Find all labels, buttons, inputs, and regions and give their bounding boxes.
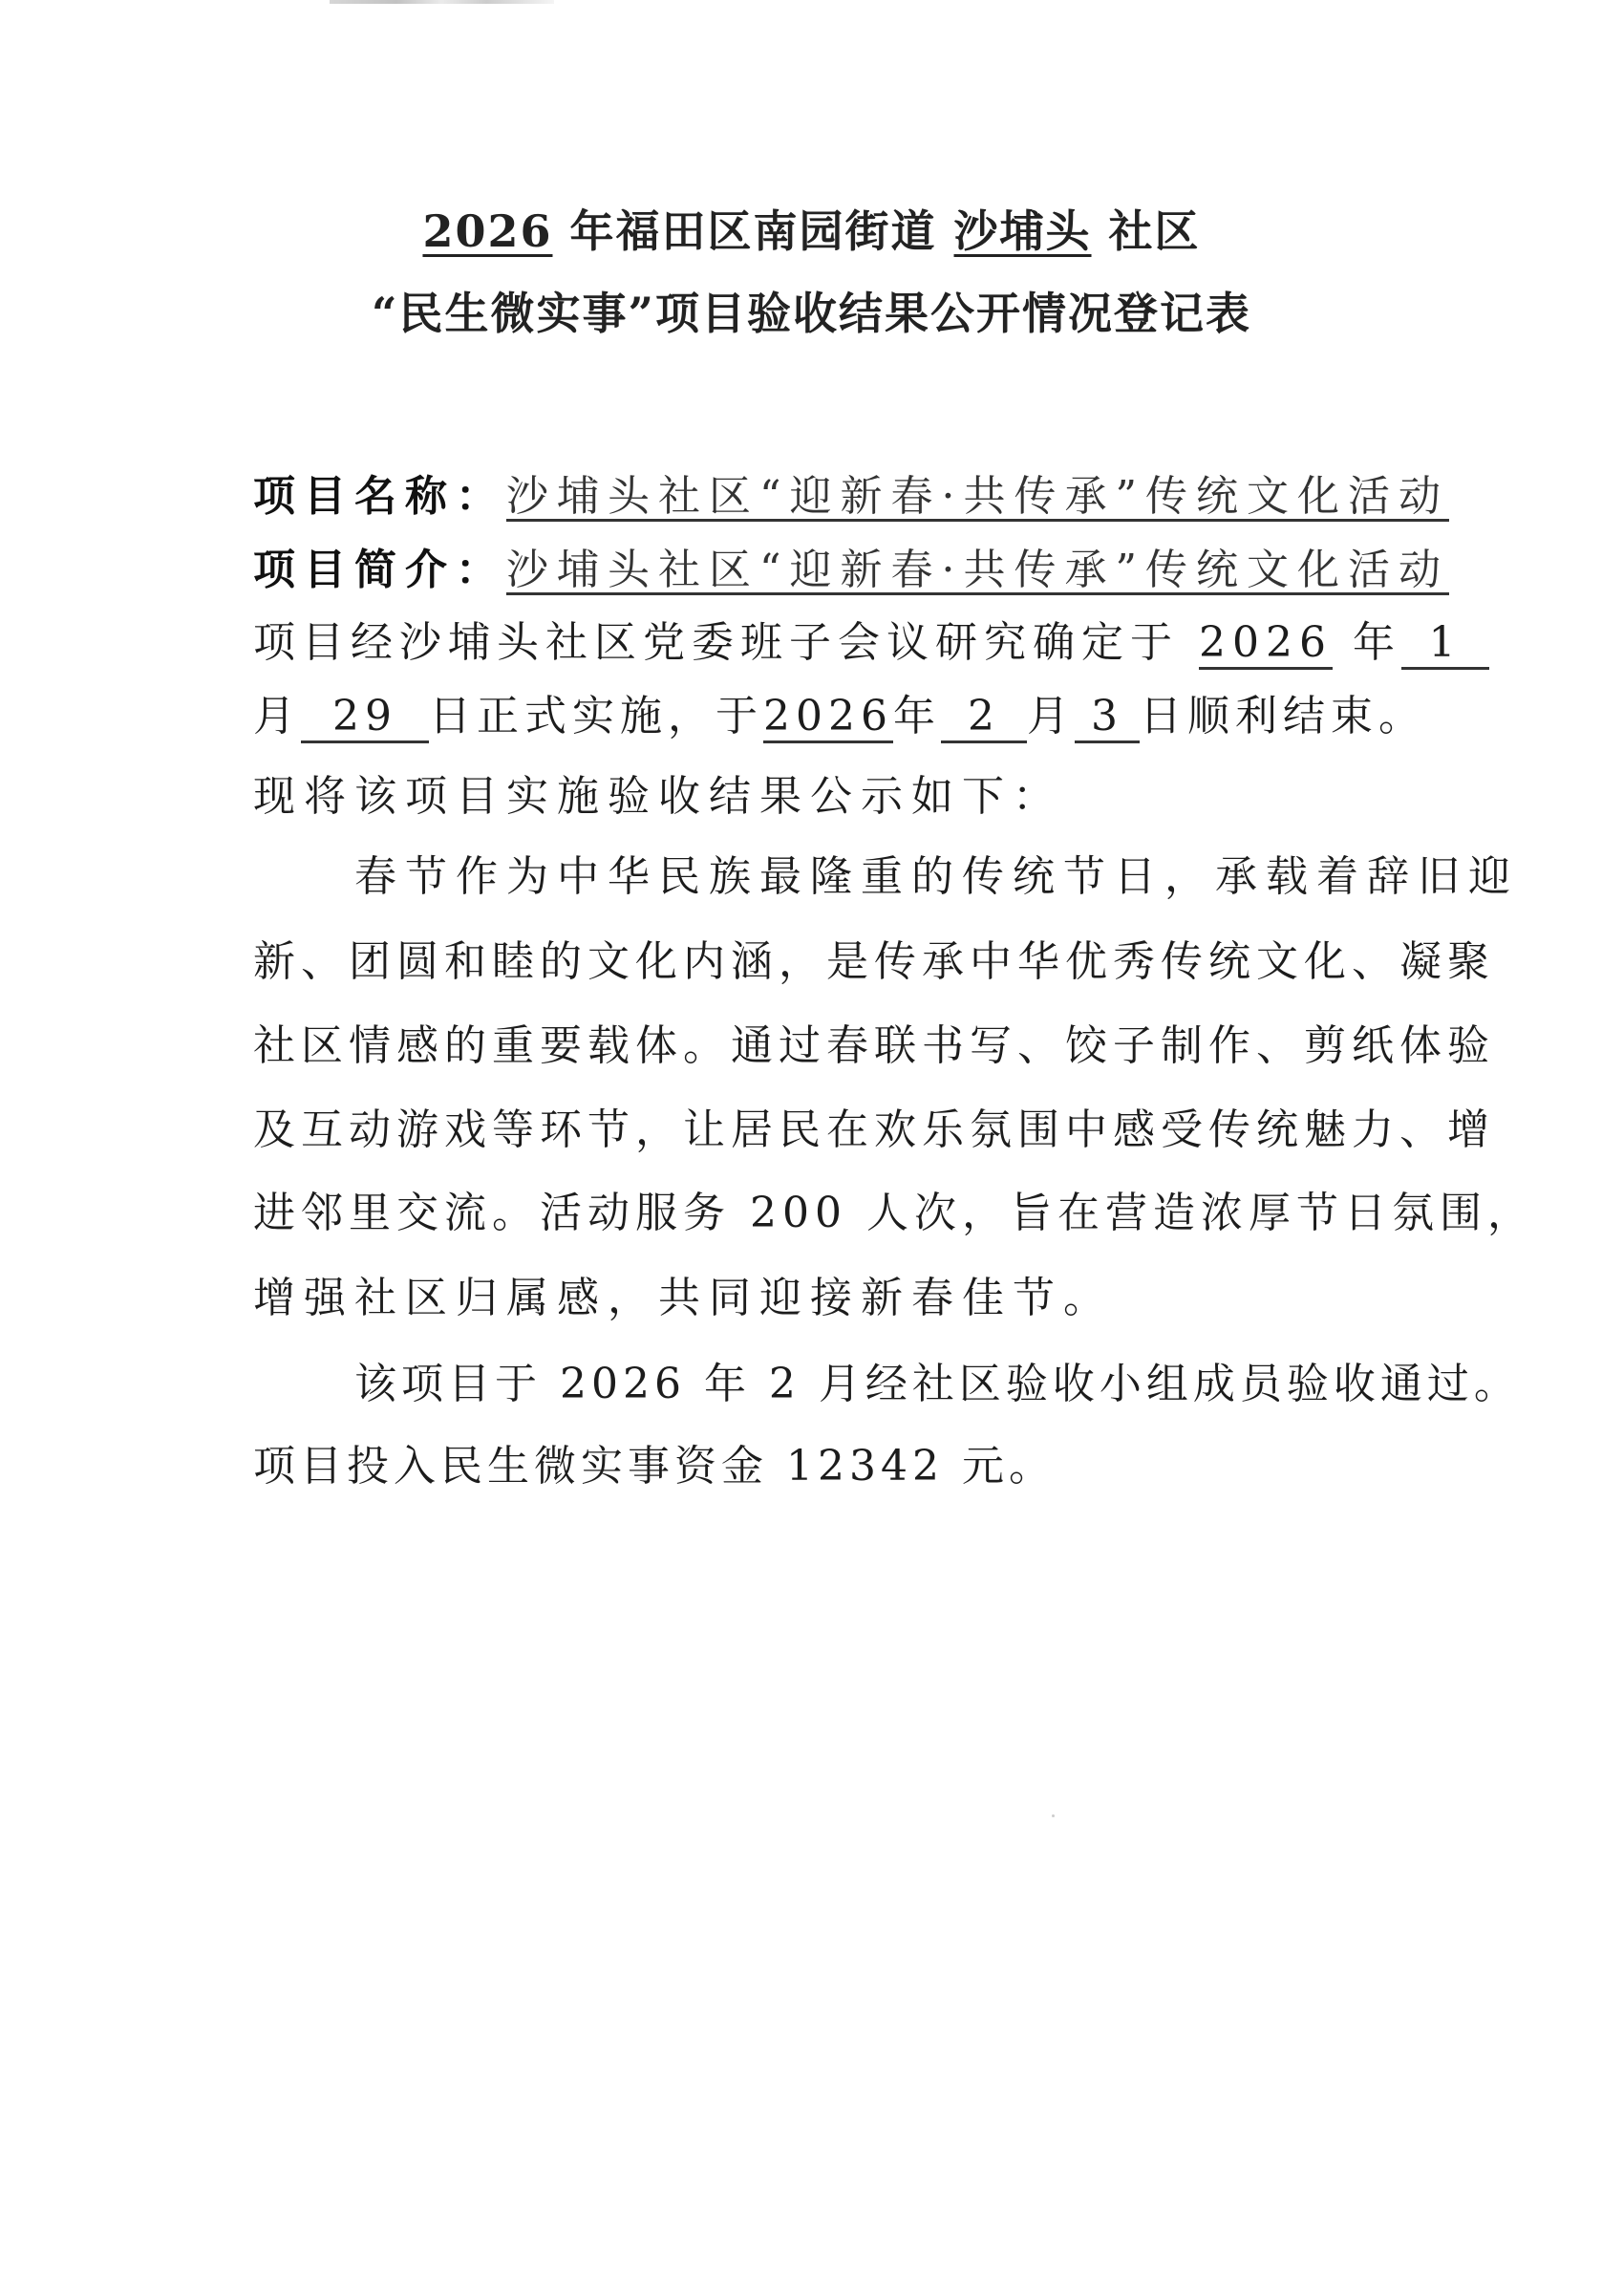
paragraph1-line: 及互动游戏等环节，让居民在欢乐氛围中感受传统魅力、增: [253, 1105, 1495, 1154]
project-name-label: 项目名称：: [253, 472, 506, 521]
document-title-line2: “民生微实事”项目验收结果公开情况登记表: [372, 288, 1251, 339]
end-year-field: 2026: [763, 693, 893, 743]
scan-speck: [1052, 1814, 1055, 1817]
year-char: 年: [1353, 618, 1401, 667]
paragraph1-line: 增强社区归属感，共同迎接新春佳节。: [253, 1274, 1114, 1322]
schedule-line-2: [253, 688, 1426, 745]
end-year-char: 年: [893, 692, 941, 740]
end-month-char: 月: [1027, 692, 1075, 740]
schedule-line-1: [253, 614, 1463, 672]
schedule-end-text: 日顺利结束。: [1140, 692, 1426, 740]
title-year: 2026: [422, 205, 553, 257]
document-title-line1: [0, 203, 1623, 260]
project-name-row: [253, 468, 1449, 526]
schedule-mid-text: 日正式实施，于: [429, 692, 763, 740]
paragraph1-line: 春节作为中华民族最隆重的传统节日，承载着辞旧迎: [354, 852, 1519, 901]
project-intro-label: 项目简介：: [253, 546, 506, 594]
start-year-field: 2026: [1199, 619, 1333, 670]
start-day-field: 29: [301, 693, 429, 743]
end-day-field: 3: [1075, 693, 1140, 743]
schedule-line-3: 现将该项目实施验收结果公示如下：: [253, 772, 1063, 821]
project-name-value: 沙埔头社区“迎新春·共传承”传统文化活动: [506, 472, 1449, 521]
paragraph1-line: 进邻里交流。活动服务 200 人次，旨在营造浓厚节日氛围，: [253, 1189, 1535, 1237]
paragraph1-line: 新、团圆和睦的文化内涵，是传承中华优秀传统文化、凝聚: [253, 937, 1495, 986]
title-community: 沙埔头: [953, 205, 1092, 257]
end-month-field: 2: [941, 693, 1027, 743]
paragraph2-line: 该项目于 2026 年 2 月经社区验收小组成员验收通过。: [354, 1360, 1521, 1408]
project-intro-value: 沙埔头社区“迎新春·共传承”传统文化活动: [506, 546, 1449, 594]
start-month-field: 1: [1401, 619, 1489, 670]
title-district-text: 年福田区南园街道: [552, 205, 954, 257]
scan-artifact: [330, 0, 554, 4]
schedule-intro-text: 项目经沙埔头社区党委班子会议研究确定于: [253, 618, 1179, 667]
title-community-suffix: 社区: [1091, 205, 1201, 257]
month-char: 月: [253, 692, 301, 740]
project-intro-row: [253, 542, 1449, 599]
paragraph1-line: 社区情感的重要载体。通过春联书写、饺子制作、剪纸体验: [253, 1021, 1495, 1070]
paragraph2-line: 项目投入民生微实事资金 12342 元。: [253, 1442, 1056, 1491]
